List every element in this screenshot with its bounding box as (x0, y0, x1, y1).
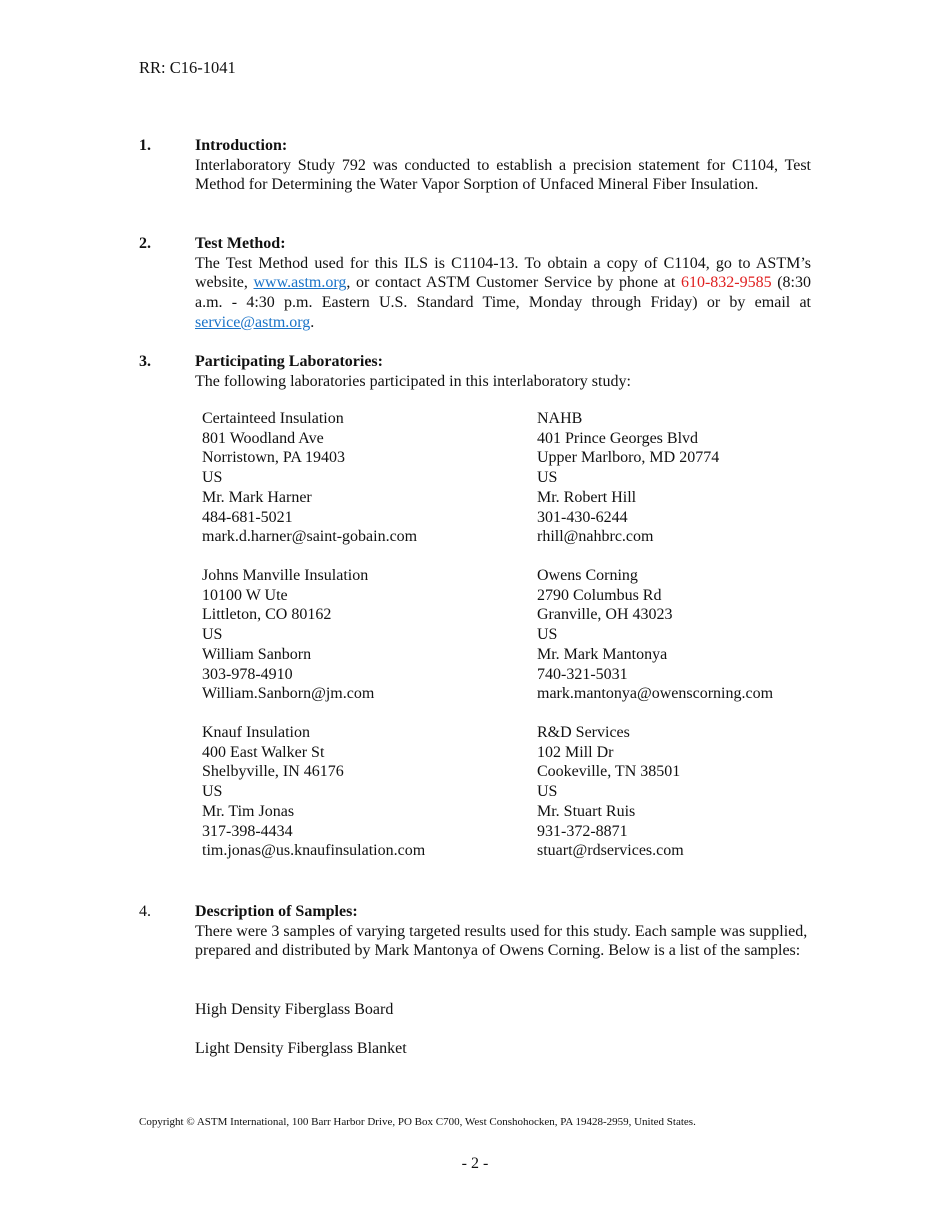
lab-contact: William Sanborn (202, 645, 312, 663)
section-test-method (139, 234, 811, 333)
section-title: Introduction: (195, 137, 288, 154)
lab-country: US (202, 783, 223, 801)
lab-email: mark.d.harner@saint-gobain.com (202, 528, 418, 546)
copyright-footer: Copyright © ASTM International, 100 Barr Harbor Drive, PO Box C700, West Conshohocken, PA 19428-2959, United States. (139, 1116, 696, 1128)
lab-city: Granville, OH 43023 (537, 606, 673, 624)
lab-entry (537, 409, 867, 547)
section-introduction (139, 136, 811, 195)
text-part: (8:30 a.m. - 4:30 p.m. Eastern U.S. Standard Time, Monday through Friday) or by email at (195, 274, 812, 312)
page-number: - 2 - (461, 1155, 489, 1172)
lab-email: William.Sanborn@jm.com (202, 685, 375, 703)
lab-country: US (537, 783, 558, 801)
text-part: The Test Method used for this ILS is C1104-13. To obtain a copy of C1104, go to ASTM’s website, (195, 254, 811, 292)
lab-name: Owens Corning (537, 567, 638, 584)
lab-phone: 303-978-4910 (202, 665, 293, 683)
lab-country: US (202, 469, 223, 487)
lab-city: Upper Marlboro, MD 20774 (537, 449, 720, 467)
lab-phone: 301-430-6244 (537, 508, 628, 526)
report-id: RR: C16-1041 (139, 58, 236, 77)
section-title: Participating Laboratories: (195, 353, 383, 370)
section-number: 3. (139, 353, 151, 370)
text-part: . (310, 313, 315, 331)
lab-country: US (537, 626, 558, 644)
lab-phone: 484-681-5021 (202, 508, 293, 526)
lab-phone: 740-321-5031 (537, 665, 628, 683)
section-number: 4. (139, 903, 151, 920)
service-email-link[interactable]: service@astm.org (195, 313, 311, 331)
lab-entry (537, 566, 867, 704)
section-number: 2. (139, 235, 151, 252)
lab-entry (537, 723, 867, 861)
section-text: The following laboratories participated in this interlaboratory study: (195, 372, 631, 390)
lab-phone: 317-398-4434 (202, 822, 293, 840)
text-part: , or contact ASTM Customer Service by phone at (346, 274, 681, 292)
lab-contact: Mr. Robert Hill (537, 488, 637, 506)
section-number: 1. (139, 137, 151, 154)
lab-phone: 931-372-8871 (537, 822, 628, 840)
lab-street: 400 East Walker St (202, 743, 325, 761)
lab-country: US (202, 626, 223, 644)
lab-name: Knauf Insulation (202, 724, 310, 741)
lab-name: Certainteed Insulation (202, 410, 344, 427)
lab-contact: Mr. Mark Harner (202, 488, 312, 506)
lab-city: Cookeville, TN 38501 (537, 763, 681, 781)
customer-service-phone[interactable]: 610-832-9585 (680, 274, 772, 292)
astm-website-link[interactable]: www.astm.org (253, 274, 347, 292)
section-title: Test Method: (195, 235, 286, 252)
section-participating-labs (139, 352, 811, 391)
section-title: Description of Samples: (195, 903, 358, 920)
sample-item: High Density Fiberglass Board (195, 1001, 394, 1018)
lab-city: Littleton, CO 80162 (202, 606, 332, 624)
lab-contact: Mr. Tim Jonas (202, 802, 295, 820)
lab-street: 10100 W Ute (202, 586, 288, 604)
lab-street: 102 Mill Dr (537, 743, 614, 761)
lab-street: 2790 Columbus Rd (537, 586, 662, 604)
lab-entry (202, 566, 532, 704)
lab-street: 801 Woodland Ave (202, 429, 324, 447)
lab-street: 401 Prince Georges Blvd (537, 429, 699, 447)
lab-email: stuart@rdservices.com (537, 842, 684, 860)
section-text: There were 3 samples of varying targeted results used for this study. Each sample was supplied, prepared and distributed by Mark Mantonya of Owens Corning. Below is a list of the samples: (195, 922, 808, 960)
lab-city: Shelbyville, IN 46176 (202, 763, 344, 781)
lab-contact: Mr. Mark Mantonya (537, 645, 668, 663)
lab-email: tim.jonas@us.knaufinsulation.com (202, 842, 426, 860)
lab-city: Norristown, PA 19403 (202, 449, 345, 467)
lab-entry (202, 723, 532, 861)
lab-name: Johns Manville Insulation (202, 567, 369, 584)
lab-name: R&D Services (537, 724, 630, 741)
lab-name: NAHB (537, 410, 583, 427)
section-text: Interlaboratory Study 792 was conducted to establish a precision statement for C1104, Test Method for Determining the Water Vapor Sorption of Unfaced Mineral Fiber Insulation. (195, 156, 811, 194)
lab-contact: Mr. Stuart Ruis (537, 802, 636, 820)
section-text (195, 254, 811, 333)
sample-item: Light Density Fiberglass Blanket (195, 1040, 407, 1057)
lab-email: mark.mantonya@owenscorning.com (537, 685, 774, 703)
lab-entry (202, 409, 532, 547)
lab-email: rhill@nahbrc.com (537, 528, 654, 546)
lab-country: US (537, 469, 558, 487)
section-description-of-samples (139, 902, 811, 961)
